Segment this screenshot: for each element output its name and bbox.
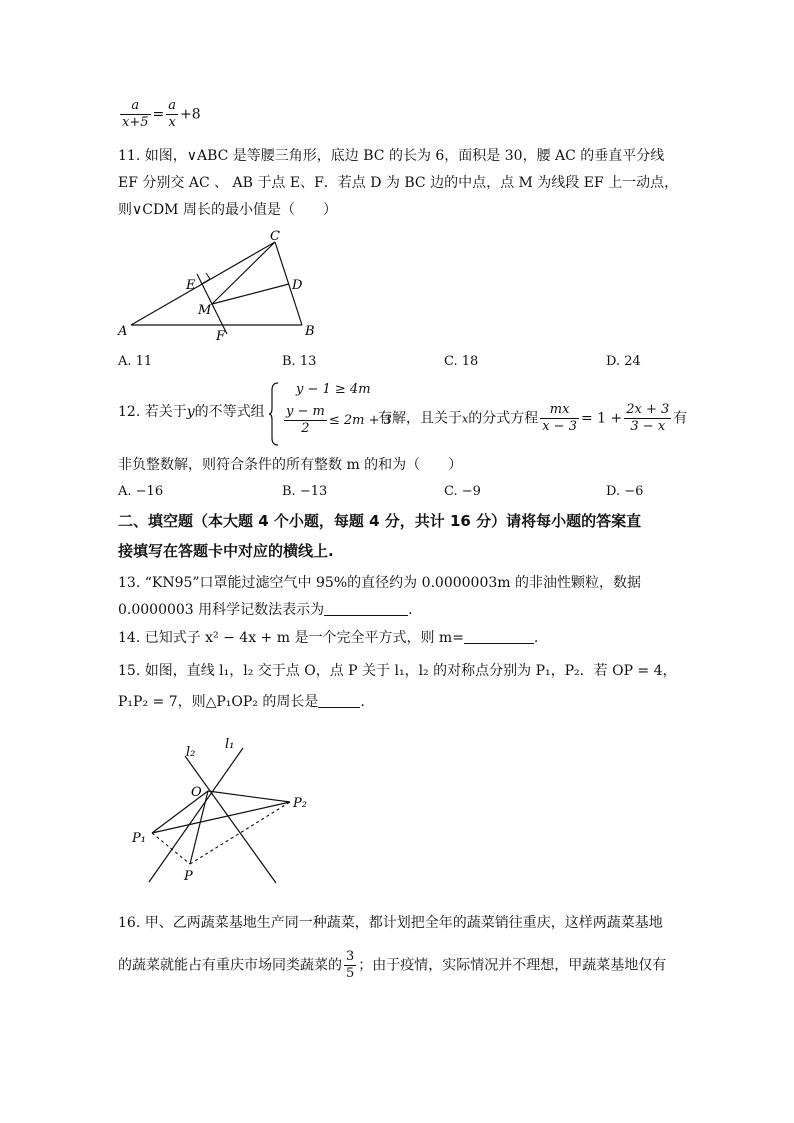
q15-answer-blank[interactable] (318, 693, 360, 708)
label-P: P (184, 869, 193, 884)
label-E: E (186, 278, 196, 293)
section2-heading-line2: 接填写在答题卡中对应的横线上. (118, 542, 334, 560)
q11-option-c[interactable]: C. 18 (444, 354, 479, 369)
segment-MD (212, 284, 289, 304)
label-D: D (292, 278, 303, 293)
label-P2: P₂ (293, 796, 307, 811)
q12-option-b[interactable]: B. −13 (282, 484, 328, 499)
label-C: C (270, 229, 280, 244)
dashed-P1P (152, 833, 190, 864)
q12-inequality-2: $\frac{y - m}{2}$ ≤ 2m + 3 (286, 404, 392, 436)
label-l1: l₁ (225, 737, 235, 752)
q12-option-a[interactable]: A. −16 (118, 484, 164, 499)
q11-option-a[interactable]: A. 11 (118, 354, 153, 369)
top-equation: $\frac{a}{x+5}$ = $\frac{a}{x}$ +8 (122, 98, 201, 130)
q16-line2: 的蔬菜就能占有重庆市场同类蔬菜的 $\frac{3}{5}$ ；由于疫情，实际情况并不理想，甲蔬菜基地仅有 (118, 949, 667, 981)
q13-line1: 13. “KN95”口罩能过滤空气中 95%的直径约为 0.0000003m 的非油性颗粒，数据 (118, 575, 642, 591)
q14-answer-blank[interactable] (464, 629, 534, 644)
q11-line1: 11. 如图，∨ABC 是等腰三角形，底边 BC 的长为 6，面积是 30，腰 AC 的垂直平分线 (118, 148, 665, 164)
q12-equation: 有解，且关于x的分式方程 $\frac{mx}{x - 3}$ = 1 + $\frac{2x + 3}{3 - x}$ 有 (378, 402, 688, 434)
q15-symmetry-figure (128, 734, 318, 886)
segment-OP2 (208, 791, 290, 802)
q12-option-c[interactable]: C. −9 (444, 484, 481, 499)
label-M: M (198, 303, 212, 318)
label-A: A (118, 324, 128, 339)
q11-option-d[interactable]: D. 24 (606, 354, 641, 369)
label-O: O (191, 785, 202, 800)
q12-option-d[interactable]: D. −6 (606, 484, 644, 499)
q16-line1: 16. 甲、乙两蔬菜基地生产同一种蔬菜，都计划把全年的蔬菜销往重庆，这样两蔬菜基地 (118, 915, 663, 931)
equation-left-fraction: $\frac{a}{x+5}$ (122, 98, 149, 130)
line-l1 (149, 748, 243, 882)
right-angle-mark (203, 273, 210, 283)
q11-line2: EF 分别交 AC 、 AB 于点 E、F．若点 D 为 BC 边的中点，点 M 为线段 EF 上一动点， (118, 175, 679, 191)
q12-inequality-1: y − 1 ≥ 4m (296, 382, 371, 397)
q15-line2: P₁P₂ = 7，则△P₁OP₂ 的周长是 . (118, 694, 365, 710)
q11-triangle-figure (112, 226, 322, 346)
section2-heading-line1: 二、填空题（本大题 4 个小题，每题 4 分，共计 16 分）请将每小题的答案直 (118, 512, 642, 530)
q14-line: 14. 已知式子 x² − 4x + m 是一个完全平方式，则 m= . (118, 630, 539, 646)
q12-prefix: 12. 若关于y的不等式组 (118, 404, 265, 420)
q13-line2: 0.0000003 用科学记数法表示为 . (118, 602, 413, 618)
q11-line3: 则∨CDM 周长的最小值是（ ） (118, 202, 337, 218)
label-B: B (305, 324, 315, 339)
system-brace (268, 382, 280, 446)
q11-option-b[interactable]: B. 13 (282, 354, 317, 369)
label-P1: P₁ (132, 831, 146, 846)
equation-right-fraction: $\frac{a}{x}$ (168, 98, 176, 130)
label-F: F (216, 329, 226, 344)
q13-answer-blank[interactable] (324, 601, 408, 616)
label-l2: l₂ (186, 745, 196, 760)
q12-line2: 非负整数解，则符合条件的所有整数 m 的和为（ ） (118, 457, 463, 473)
q15-line1: 15. 如图，直线 l₁，l₂ 交于点 O，点 P 关于 l₁，l₂ 的对称点分别为 P₁，P₂．若 OP = 4， (118, 663, 677, 679)
